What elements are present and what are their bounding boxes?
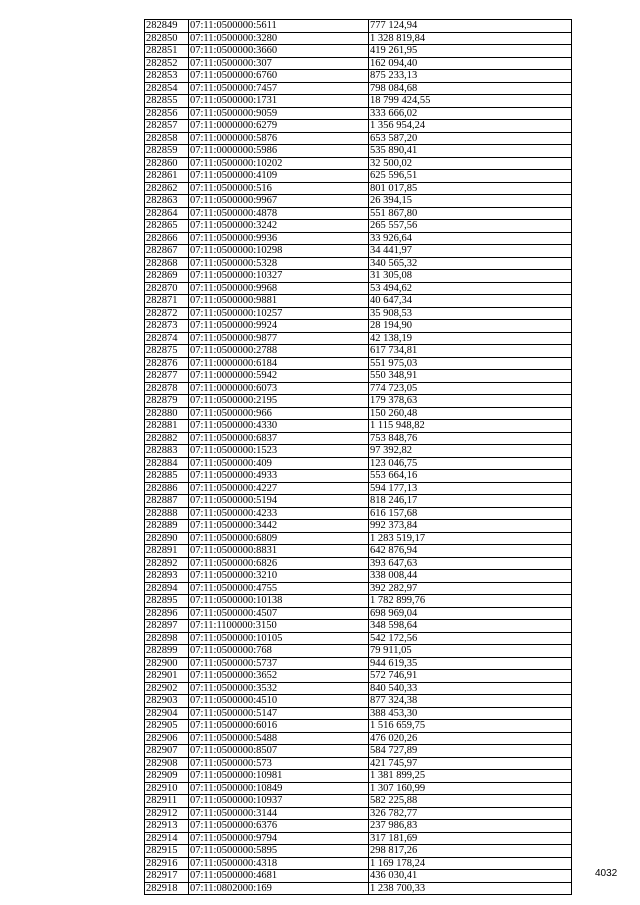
cadastral-value-cell: 237 986,83	[369, 820, 572, 833]
cadastral-value-cell: 572 746,91	[369, 670, 572, 683]
cadastral-value-cell: 32 500,02	[369, 157, 572, 170]
table-row	[145, 382, 572, 395]
table-row	[145, 845, 572, 858]
row-number-cell: 282875	[145, 345, 189, 358]
cadastral-value-cell: 553 664,16	[369, 470, 572, 483]
row-number-cell: 282912	[145, 807, 189, 820]
cadastral-number-cell: 07:11:0500000:5737	[189, 657, 369, 670]
table-row	[145, 445, 572, 458]
row-number-cell: 282886	[145, 482, 189, 495]
table-row	[145, 620, 572, 633]
row-number-cell: 282883	[145, 445, 189, 458]
row-number-cell: 282862	[145, 182, 189, 195]
table-row	[145, 32, 572, 45]
cadastral-number-cell: 07:11:0500000:4878	[189, 207, 369, 220]
row-number-cell: 282880	[145, 407, 189, 420]
row-number-cell: 282898	[145, 632, 189, 645]
cadastral-value-cell: 35 908,53	[369, 307, 572, 320]
row-number-cell: 282854	[145, 82, 189, 95]
row-number-cell: 282869	[145, 270, 189, 283]
cadastral-value-cell: 653 587,20	[369, 132, 572, 145]
table-row	[145, 607, 572, 620]
cadastral-value-cell: 34 441,97	[369, 245, 572, 258]
cadastral-number-cell: 07:11:0500000:8831	[189, 545, 369, 558]
cadastral-value-cell: 348 598,64	[369, 620, 572, 633]
cadastral-value-cell: 1 283 519,17	[369, 532, 572, 545]
cadastral-value-cell: 421 745,97	[369, 757, 572, 770]
cadastral-value-cell: 551 867,80	[369, 207, 572, 220]
table-row	[145, 807, 572, 820]
table-row	[145, 345, 572, 358]
table-row	[145, 257, 572, 270]
table-row	[145, 95, 572, 108]
table-row	[145, 645, 572, 658]
cadastral-value-cell: 550 348,91	[369, 370, 572, 383]
cadastral-number-cell: 07:11:0500000:5895	[189, 845, 369, 858]
cadastral-value-cell: 79 911,05	[369, 645, 572, 658]
table-row	[145, 407, 572, 420]
cadastral-number-cell: 07:11:0802000:169	[189, 882, 369, 895]
table-row	[145, 182, 572, 195]
row-number-cell: 282894	[145, 582, 189, 595]
cadastral-number-cell: 07:11:0500000:2788	[189, 345, 369, 358]
cadastral-number-cell: 07:11:0000000:6184	[189, 357, 369, 370]
row-number-cell: 282866	[145, 232, 189, 245]
cadastral-number-cell: 07:11:0500000:409	[189, 457, 369, 470]
table-row	[145, 657, 572, 670]
cadastral-number-cell: 07:11:0500000:1731	[189, 95, 369, 108]
row-number-cell: 282870	[145, 282, 189, 295]
row-number-cell: 282859	[145, 145, 189, 158]
cadastral-value-cell: 317 181,69	[369, 832, 572, 845]
cadastral-number-cell: 07:11:0500000:6016	[189, 720, 369, 733]
cadastral-value-cell: 840 540,33	[369, 682, 572, 695]
cadastral-number-cell: 07:11:0500000:5194	[189, 495, 369, 508]
row-number-cell: 282918	[145, 882, 189, 895]
row-number-cell: 282902	[145, 682, 189, 695]
cadastral-value-cell: 419 261,95	[369, 45, 572, 58]
table-row	[145, 307, 572, 320]
row-number-cell: 282873	[145, 320, 189, 333]
cadastral-value-cell: 992 373,84	[369, 520, 572, 533]
table-row	[145, 570, 572, 583]
cadastral-number-cell: 07:11:0500000:516	[189, 182, 369, 195]
cadastral-value-cell: 1 169 178,24	[369, 857, 572, 870]
cadastral-value-cell: 326 782,77	[369, 807, 572, 820]
cadastral-number-cell: 07:11:0500000:9967	[189, 195, 369, 208]
table-row	[145, 582, 572, 595]
cadastral-number-cell: 07:11:0500000:9881	[189, 295, 369, 308]
table-row	[145, 145, 572, 158]
cadastral-value-cell: 535 890,41	[369, 145, 572, 158]
row-number-cell: 282867	[145, 245, 189, 258]
table-row	[145, 207, 572, 220]
cadastral-number-cell: 07:11:0500000:3280	[189, 32, 369, 45]
row-number-cell: 282871	[145, 295, 189, 308]
table-row	[145, 595, 572, 608]
row-number-cell: 282855	[145, 95, 189, 108]
row-number-cell: 282858	[145, 132, 189, 145]
cadastral-number-cell: 07:11:0500000:10257	[189, 307, 369, 320]
table-row	[145, 820, 572, 833]
cadastral-number-cell: 07:11:0500000:10138	[189, 595, 369, 608]
table-row	[145, 132, 572, 145]
cadastral-value-cell: 476 020,26	[369, 732, 572, 745]
cadastral-number-cell: 07:11:0500000:8507	[189, 745, 369, 758]
cadastral-value-cell: 33 926,64	[369, 232, 572, 245]
row-number-cell: 282856	[145, 107, 189, 120]
cadastral-value-cell: 753 848,76	[369, 432, 572, 445]
row-number-cell: 282868	[145, 257, 189, 270]
cadastral-number-cell: 07:11:0500000:6809	[189, 532, 369, 545]
table-row	[145, 520, 572, 533]
cadastral-number-cell: 07:11:0500000:3144	[189, 807, 369, 820]
cadastral-number-cell: 07:11:0500000:573	[189, 757, 369, 770]
table-row	[145, 882, 572, 895]
table-body	[145, 20, 572, 895]
table-row	[145, 507, 572, 520]
cadastral-number-cell: 07:11:0500000:4330	[189, 420, 369, 433]
cadastral-value-cell: 123 046,75	[369, 457, 572, 470]
table-row	[145, 82, 572, 95]
cadastral-value-cell: 31 305,08	[369, 270, 572, 283]
row-number-cell: 282915	[145, 845, 189, 858]
cadastral-value-cell: 818 246,17	[369, 495, 572, 508]
cadastral-number-cell: 07:11:0500000:6837	[189, 432, 369, 445]
cadastral-value-cell: 1 328 819,84	[369, 32, 572, 45]
cadastral-number-cell: 07:11:0500000:2195	[189, 395, 369, 408]
table-row	[145, 707, 572, 720]
row-number-cell: 282910	[145, 782, 189, 795]
cadastral-number-cell: 07:11:0500000:7457	[189, 82, 369, 95]
table-row	[145, 157, 572, 170]
row-number-cell: 282911	[145, 795, 189, 808]
cadastral-value-cell: 1 356 954,24	[369, 120, 572, 133]
cadastral-number-cell: 07:11:0000000:5942	[189, 370, 369, 383]
cadastral-number-cell: 07:11:0500000:5328	[189, 257, 369, 270]
cadastral-value-cell: 582 225,88	[369, 795, 572, 808]
row-number-cell: 282881	[145, 420, 189, 433]
table-row	[145, 670, 572, 683]
table-row	[145, 832, 572, 845]
table-row	[145, 770, 572, 783]
cadastral-value-cell: 1 782 899,76	[369, 595, 572, 608]
cadastral-value-cell: 392 282,97	[369, 582, 572, 595]
table-row	[145, 195, 572, 208]
cadastral-value-cell: 944 619,35	[369, 657, 572, 670]
cadastral-number-cell: 07:11:0500000:4227	[189, 482, 369, 495]
cadastral-number-cell: 07:11:0500000:5611	[189, 20, 369, 33]
cadastral-number-cell: 07:11:0000000:6073	[189, 382, 369, 395]
row-number-cell: 282852	[145, 57, 189, 70]
table-row	[145, 495, 572, 508]
cadastral-number-cell: 07:11:0500000:10937	[189, 795, 369, 808]
row-number-cell: 282889	[145, 520, 189, 533]
cadastral-value-cell: 625 596,51	[369, 170, 572, 183]
row-number-cell: 282864	[145, 207, 189, 220]
cadastral-value-cell: 53 494,62	[369, 282, 572, 295]
cadastral-value-cell: 594 177,13	[369, 482, 572, 495]
cadastral-value-cell: 774 723,05	[369, 382, 572, 395]
page-number: 4032	[595, 868, 618, 879]
row-number-cell: 282872	[145, 307, 189, 320]
cadastral-value-cell: 777 124,94	[369, 20, 572, 33]
table-row	[145, 782, 572, 795]
cadastral-number-cell: 07:11:0500000:10105	[189, 632, 369, 645]
table-row	[145, 632, 572, 645]
cadastral-number-cell: 07:11:0500000:966	[189, 407, 369, 420]
cadastral-number-cell: 07:11:0500000:9794	[189, 832, 369, 845]
table-row	[145, 320, 572, 333]
cadastral-value-cell: 542 172,56	[369, 632, 572, 645]
table-row	[145, 245, 572, 258]
table-row	[145, 220, 572, 233]
table-row	[145, 557, 572, 570]
row-number-cell: 282851	[145, 45, 189, 58]
row-number-cell: 282865	[145, 220, 189, 233]
cadastral-value-cell: 265 557,56	[369, 220, 572, 233]
table-row	[145, 457, 572, 470]
row-number-cell: 282904	[145, 707, 189, 720]
table-row	[145, 420, 572, 433]
table-row	[145, 795, 572, 808]
cadastral-value-cell: 551 975,03	[369, 357, 572, 370]
cadastral-value-cell: 617 734,81	[369, 345, 572, 358]
row-number-cell: 282900	[145, 657, 189, 670]
cadastral-value-cell: 877 324,38	[369, 695, 572, 708]
row-number-cell: 282916	[145, 857, 189, 870]
cadastral-number-cell: 07:11:0500000:6826	[189, 557, 369, 570]
cadastral-number-cell: 07:11:0500000:4318	[189, 857, 369, 870]
cadastral-number-cell: 07:11:0000000:6279	[189, 120, 369, 133]
cadastral-number-cell: 07:11:0500000:1523	[189, 445, 369, 458]
cadastral-value-cell: 642 876,94	[369, 545, 572, 558]
cadastral-number-cell: 07:11:0000000:5876	[189, 132, 369, 145]
table-row	[145, 857, 572, 870]
cadastral-value-cell: 1 516 659,75	[369, 720, 572, 733]
row-number-cell: 282885	[145, 470, 189, 483]
row-number-cell: 282892	[145, 557, 189, 570]
cadastral-number-cell: 07:11:0500000:9936	[189, 232, 369, 245]
cadastral-number-cell: 07:11:0500000:307	[189, 57, 369, 70]
table-row	[145, 757, 572, 770]
row-number-cell: 282903	[145, 695, 189, 708]
cadastral-number-cell: 07:11:0500000:3660	[189, 45, 369, 58]
cadastral-value-cell: 798 084,68	[369, 82, 572, 95]
row-number-cell: 282860	[145, 157, 189, 170]
cadastral-number-cell: 07:11:0500000:4510	[189, 695, 369, 708]
table-row	[145, 107, 572, 120]
row-number-cell: 282884	[145, 457, 189, 470]
cadastral-number-cell: 07:11:0500000:3652	[189, 670, 369, 683]
cadastral-value-cell: 42 138,19	[369, 332, 572, 345]
cadastral-value-cell: 1 381 899,25	[369, 770, 572, 783]
cadastral-value-cell: 584 727,89	[369, 745, 572, 758]
table-row	[145, 370, 572, 383]
cadastral-number-cell: 07:11:0500000:4755	[189, 582, 369, 595]
table-row	[145, 432, 572, 445]
row-number-cell: 282857	[145, 120, 189, 133]
cadastral-number-cell: 07:11:0500000:3210	[189, 570, 369, 583]
table-row	[145, 45, 572, 58]
table-row	[145, 282, 572, 295]
cadastral-number-cell: 07:11:0500000:10327	[189, 270, 369, 283]
table-row	[145, 395, 572, 408]
cadastral-number-cell: 07:11:0500000:3442	[189, 520, 369, 533]
cadastral-number-cell: 07:11:0500000:4109	[189, 170, 369, 183]
cadastral-value-cell: 162 094,40	[369, 57, 572, 70]
cadastral-number-cell: 07:11:0500000:768	[189, 645, 369, 658]
cadastral-value-cell: 698 969,04	[369, 607, 572, 620]
cadastral-value-cell: 333 666,02	[369, 107, 572, 120]
row-number-cell: 282876	[145, 357, 189, 370]
table-row	[145, 270, 572, 283]
row-number-cell: 282909	[145, 770, 189, 783]
row-number-cell: 282888	[145, 507, 189, 520]
cadastral-number-cell: 07:11:0500000:10298	[189, 245, 369, 258]
row-number-cell: 282917	[145, 870, 189, 883]
table-row	[145, 532, 572, 545]
table-row	[145, 70, 572, 83]
table-row	[145, 295, 572, 308]
row-number-cell: 282901	[145, 670, 189, 683]
cadastral-number-cell: 07:11:0500000:5147	[189, 707, 369, 720]
cadastral-value-cell: 26 394,15	[369, 195, 572, 208]
cadastral-value-cell: 393 647,63	[369, 557, 572, 570]
cadastral-number-cell: 07:11:0500000:10202	[189, 157, 369, 170]
table-row	[145, 20, 572, 33]
cadastral-value-cell: 338 008,44	[369, 570, 572, 583]
row-number-cell: 282863	[145, 195, 189, 208]
table-row	[145, 357, 572, 370]
cadastral-number-cell: 07:11:0500000:4681	[189, 870, 369, 883]
row-number-cell: 282913	[145, 820, 189, 833]
cadastral-value-cell: 875 233,13	[369, 70, 572, 83]
table-row	[145, 170, 572, 183]
row-number-cell: 282890	[145, 532, 189, 545]
table-row	[145, 682, 572, 695]
table-row	[145, 470, 572, 483]
row-number-cell: 282893	[145, 570, 189, 583]
cadastral-number-cell: 07:11:0500000:5488	[189, 732, 369, 745]
table-row	[145, 720, 572, 733]
cadastral-value-cell: 616 157,68	[369, 507, 572, 520]
cadastral-value-cell: 1 238 700,33	[369, 882, 572, 895]
cadastral-value-cell: 388 453,30	[369, 707, 572, 720]
cadastral-number-cell: 07:11:0500000:10981	[189, 770, 369, 783]
row-number-cell: 282906	[145, 732, 189, 745]
cadastral-number-cell: 07:11:0500000:10849	[189, 782, 369, 795]
row-number-cell: 282891	[145, 545, 189, 558]
row-number-cell: 282908	[145, 757, 189, 770]
cadastral-value-cell: 28 194,90	[369, 320, 572, 333]
cadastral-number-cell: 07:11:0500000:3242	[189, 220, 369, 233]
cadastral-value-cell: 1 115 948,82	[369, 420, 572, 433]
cadastral-value-cell: 97 392,82	[369, 445, 572, 458]
row-number-cell: 282907	[145, 745, 189, 758]
cadastral-number-cell: 07:11:0500000:9877	[189, 332, 369, 345]
cadastral-number-cell: 07:11:0500000:9968	[189, 282, 369, 295]
row-number-cell: 282899	[145, 645, 189, 658]
cadastral-number-cell: 07:11:0500000:3532	[189, 682, 369, 695]
cadastral-number-cell: 07:11:0500000:4933	[189, 470, 369, 483]
table-row	[145, 545, 572, 558]
cadastral-value-cell: 340 565,32	[369, 257, 572, 270]
row-number-cell: 282861	[145, 170, 189, 183]
table-row	[145, 745, 572, 758]
row-number-cell: 282895	[145, 595, 189, 608]
row-number-cell: 282850	[145, 32, 189, 45]
cadastral-value-table	[144, 19, 572, 895]
cadastral-value-cell: 150 260,48	[369, 407, 572, 420]
row-number-cell: 282887	[145, 495, 189, 508]
cadastral-number-cell: 07:11:0500000:9059	[189, 107, 369, 120]
cadastral-number-cell: 07:11:0500000:4507	[189, 607, 369, 620]
table-row	[145, 232, 572, 245]
cadastral-number-cell: 07:11:0500000:9924	[189, 320, 369, 333]
cadastral-value-cell: 801 017,85	[369, 182, 572, 195]
table-row	[145, 120, 572, 133]
cadastral-value-cell: 179 378,63	[369, 395, 572, 408]
cadastral-value-cell: 436 030,41	[369, 870, 572, 883]
row-number-cell: 282897	[145, 620, 189, 633]
table-row	[145, 870, 572, 883]
row-number-cell: 282849	[145, 20, 189, 33]
cadastral-value-cell: 1 307 160,99	[369, 782, 572, 795]
cadastral-value-cell: 18 799 424,55	[369, 95, 572, 108]
row-number-cell: 282882	[145, 432, 189, 445]
cadastral-number-cell: 07:11:1100000:3150	[189, 620, 369, 633]
row-number-cell: 282896	[145, 607, 189, 620]
row-number-cell: 282905	[145, 720, 189, 733]
row-number-cell: 282879	[145, 395, 189, 408]
row-number-cell: 282878	[145, 382, 189, 395]
row-number-cell: 282877	[145, 370, 189, 383]
table-row	[145, 732, 572, 745]
cadastral-number-cell: 07:11:0500000:6376	[189, 820, 369, 833]
cadastral-number-cell: 07:11:0000000:5986	[189, 145, 369, 158]
table-row	[145, 695, 572, 708]
cadastral-number-cell: 07:11:0500000:4233	[189, 507, 369, 520]
table-row	[145, 57, 572, 70]
cadastral-number-cell: 07:11:0500000:6760	[189, 70, 369, 83]
row-number-cell: 282914	[145, 832, 189, 845]
row-number-cell: 282853	[145, 70, 189, 83]
cadastral-value-cell: 298 817,26	[369, 845, 572, 858]
row-number-cell: 282874	[145, 332, 189, 345]
table-row	[145, 332, 572, 345]
table-row	[145, 482, 572, 495]
cadastral-value-cell: 40 647,34	[369, 295, 572, 308]
